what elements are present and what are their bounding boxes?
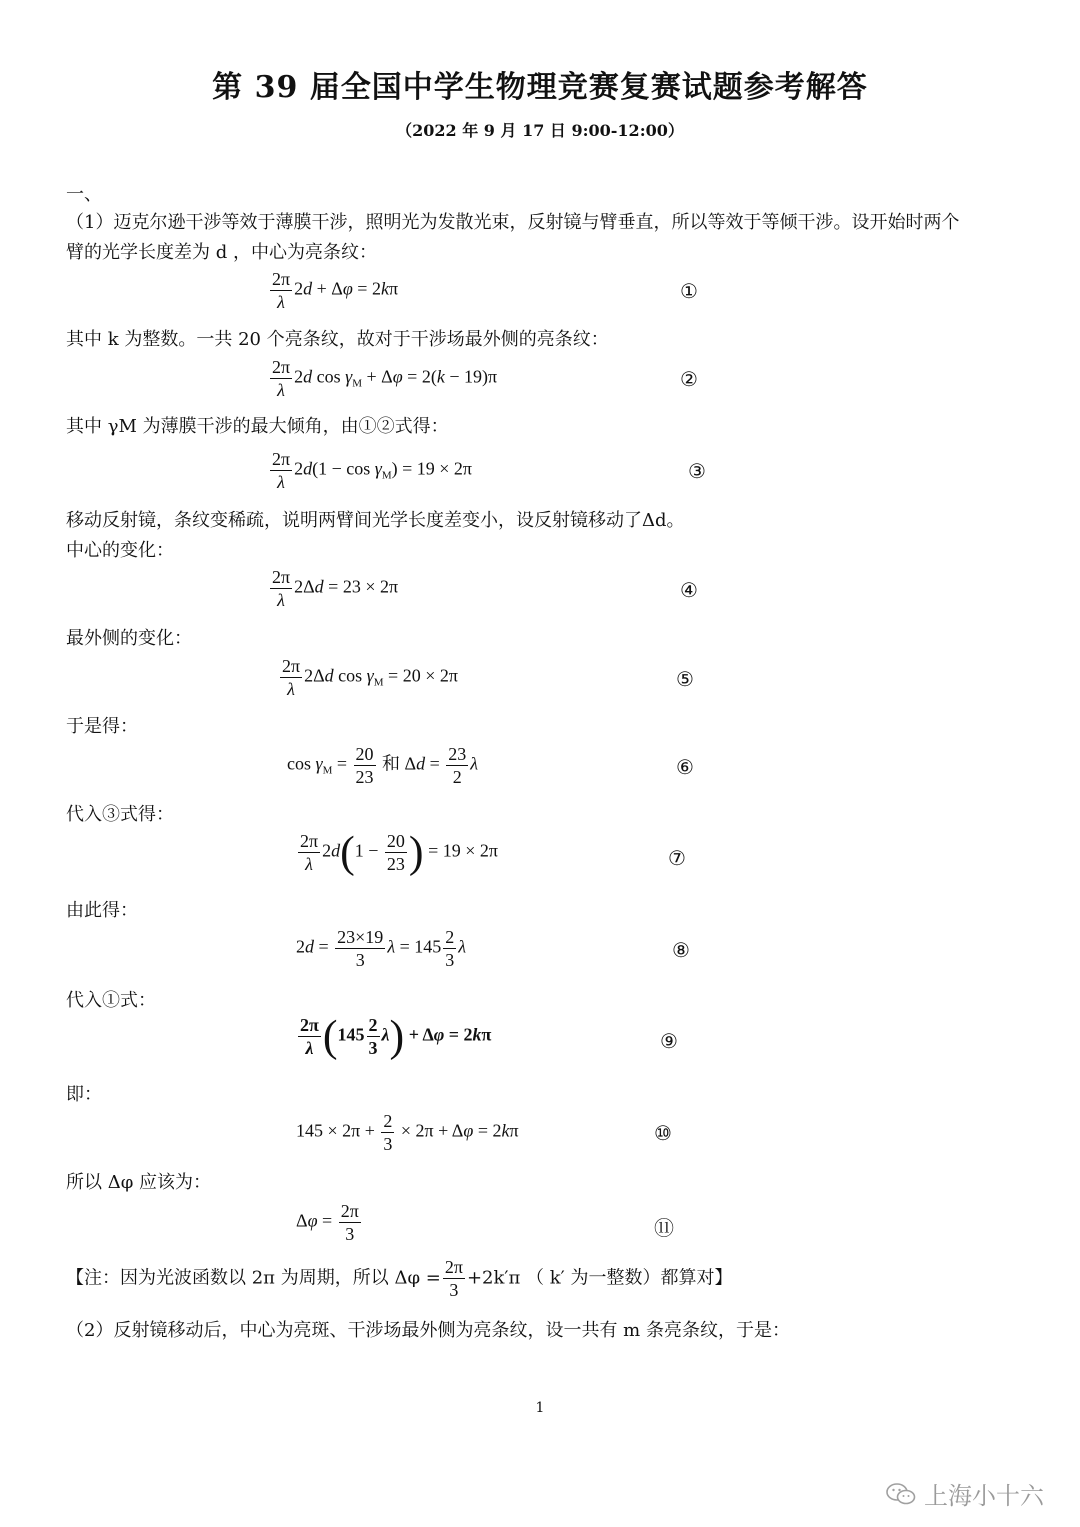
watermark	[886, 1476, 1044, 1511]
paragraph: （1）迈克尔逊干涉等效于薄膜干涉，照明光为发散光束，反射镜与臂垂直，所以等效于等倾干涉。设开始时两个	[66, 212, 960, 233]
equation: 145 × 2π + $\frac{2}{3}$ × 2π + Δφ = 2kπ	[296, 1111, 519, 1154]
exam-date: （2022 年 9 月 17 日 9:00-12:00）	[396, 121, 684, 140]
page-title: 第 39 届全国中学生物理竞赛复赛试题参考解答	[212, 70, 868, 105]
equation: Δφ = $\frac{2\pi}{3}$	[296, 1201, 359, 1244]
equation-number: ⑦	[668, 846, 686, 870]
equation-number: ②	[680, 367, 698, 391]
equation: $\frac{2\pi}{\lambda}$ 2Δd $\cos \gamma_M = 20 \times 2\pi$	[282, 656, 458, 699]
paragraph: 于是得：	[66, 716, 138, 737]
equation: $\frac{2\pi}{\lambda}$ 2d(1 − $\frac{20}{23}$ ) = 19 × 2π	[300, 827, 498, 877]
paragraph: 由此得：	[66, 900, 138, 921]
equation: $\frac{2\pi}{\lambda}$ (145 $\frac{2}{3}$ λ) + Δφ = 2kπ	[300, 1011, 492, 1061]
paragraph: （2）反射镜移动后，中心为亮斑、干涉场最外侧为亮条纹，设一共有 m 条亮条纹，于是：	[66, 1320, 790, 1341]
paragraph: 代入③式得：	[66, 804, 174, 825]
equation-number: ⑩	[654, 1121, 672, 1145]
note	[66, 1256, 732, 1301]
equation-number: ①	[680, 279, 698, 303]
equation: $\frac{2\pi}{\lambda}$ 2d + Δφ = 2kπ	[272, 269, 399, 312]
equation: $\frac{2\pi}{\lambda}$ $2d(1 - \cos \gamma_M) = 19 \times 2\pi$	[272, 449, 472, 492]
paragraph: 即：	[66, 1084, 102, 1105]
equation-number: ⑨	[660, 1029, 678, 1053]
paragraph: 其中 γM 为薄膜干涉的最大倾角，由①②式得：	[66, 416, 449, 437]
equation-number: ④	[680, 578, 698, 602]
equation-number: ⑧	[672, 938, 690, 962]
equation-number: ⑥	[676, 755, 694, 779]
paragraph: 代入①式：	[66, 990, 156, 1011]
paragraph: 臂的光学长度差为 d ，中心为亮条纹：	[66, 242, 377, 263]
equation-number: ③	[688, 459, 706, 483]
page-number: 1	[535, 1400, 545, 1416]
equation-number: ⑤	[676, 667, 694, 691]
section-heading: 一、	[66, 184, 102, 205]
paragraph: 其中 k 为整数。一共 20 个亮条纹，故对于干涉场最外侧的亮条纹：	[66, 329, 609, 350]
equation: $\cos \gamma_M$ = $\frac{20}{23}$ 和 Δd = $\frac{23}{2}$ λ	[287, 744, 479, 787]
equation: $\frac{2\pi}{\lambda}$ 2Δd = 23 × 2π	[272, 567, 399, 610]
equation: $\frac{2\pi}{\lambda}$ 2d $\cos \gamma_M + \Delta\varphi = 2(k - 19)\pi$	[272, 357, 498, 400]
equation: 2d = $\frac{23\times 19}{3}$ λ = 145 $\frac{2}{3}$ λ	[296, 927, 467, 970]
paragraph: 最外侧的变化：	[66, 628, 192, 649]
equation-number: ⑪	[654, 1216, 674, 1240]
wechat-icon	[886, 1482, 916, 1506]
paragraph: 移动反射镜，条纹变稀疏，说明两臂间光学长度差变小，设反射镜移动了Δd。	[66, 510, 685, 531]
paragraph: 所以 Δφ 应该为：	[66, 1172, 212, 1193]
note-text: 【注：因为光波函数以 2π 为周期，所以 Δφ =	[66, 1267, 441, 1289]
note-text: +2k′π （ k′ 为一整数）都算对】	[466, 1267, 733, 1289]
paragraph: 中心的变化：	[66, 540, 174, 561]
watermark-text: 上海小十六	[924, 1482, 1044, 1510]
note-fraction: $\frac{2\pi}{3}$	[444, 1257, 463, 1300]
